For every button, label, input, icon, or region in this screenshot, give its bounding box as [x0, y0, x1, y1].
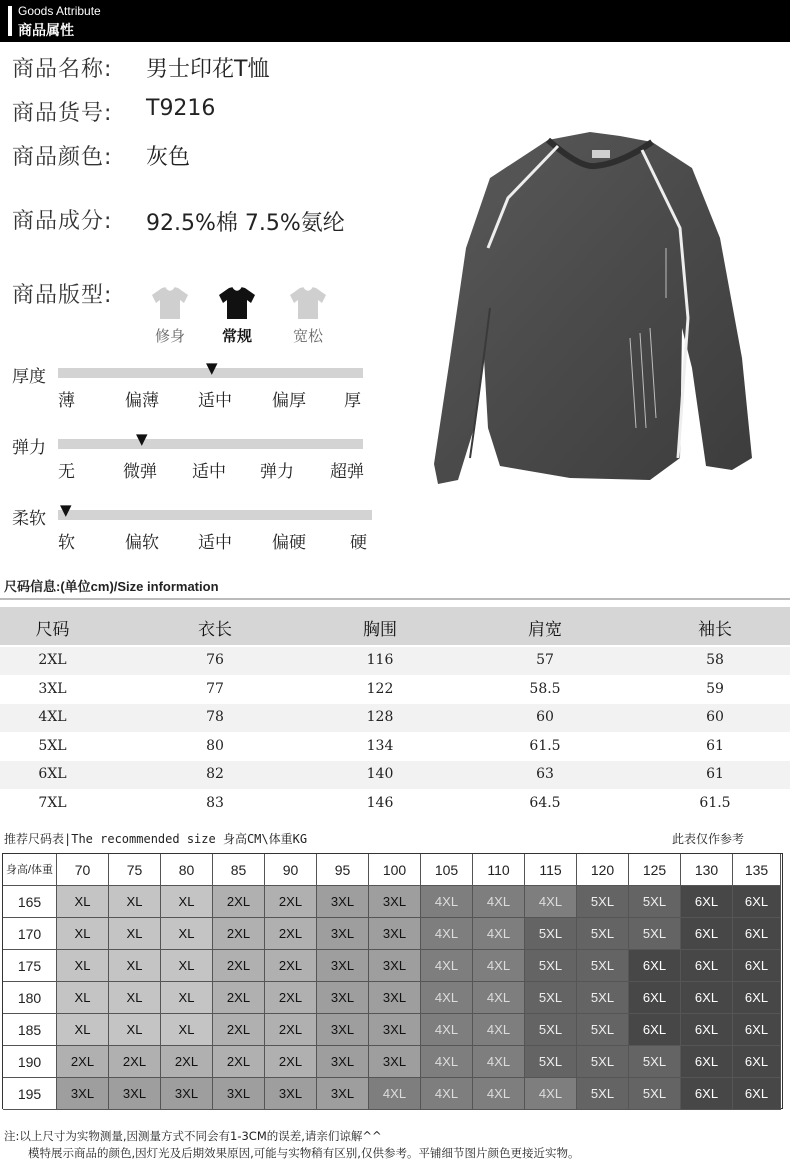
footnote-measurement: 注:以上尺寸为实物测量,因测量方式不同会有1-3CM的误差,请亲们谅解^^: [4, 1129, 382, 1143]
grid-size-cell: 6XL: [733, 918, 781, 950]
grid-weight-header: 135: [733, 854, 781, 886]
grid-size-cell: 5XL: [577, 886, 629, 918]
grid-size-cell: 3XL: [317, 1078, 369, 1110]
size-table-header: [0, 607, 790, 645]
grid-size-cell: XL: [57, 1014, 109, 1046]
grid-size-cell: 2XL: [213, 886, 265, 918]
grid-size-cell: 6XL: [629, 982, 681, 1014]
grid-size-cell: 5XL: [577, 1046, 629, 1078]
size-table-cell: 61.5: [529, 737, 561, 754]
grid-size-cell: XL: [109, 1014, 161, 1046]
grid-size-cell: XL: [57, 950, 109, 982]
attr-sku-label: 商品货号:: [12, 101, 113, 126]
grid-height-header: 165: [3, 886, 57, 918]
grid-size-cell: 2XL: [213, 1014, 265, 1046]
scale-option: 适中: [198, 391, 232, 411]
attr-name-value: 男士印花T恤: [146, 57, 270, 82]
size-header-cell: 衣长: [198, 620, 232, 640]
shirt-icon: [150, 285, 190, 321]
grid-weight-header: 75: [109, 854, 161, 886]
grid-weight-header: 85: [213, 854, 265, 886]
grid-size-cell: 6XL: [681, 982, 733, 1014]
grid-height-header: 180: [3, 982, 57, 1014]
size-table-cell: 59: [706, 680, 724, 697]
grid-size-cell: 5XL: [525, 1046, 577, 1078]
scale-option: 超弹: [330, 462, 364, 482]
grid-weight-header: 105: [421, 854, 473, 886]
grid-size-cell: 4XL: [421, 918, 473, 950]
fit-option-label: 修身: [154, 327, 185, 345]
grid-size-cell: 2XL: [57, 1046, 109, 1078]
grid-size-cell: 3XL: [265, 1078, 317, 1110]
size-table-cell: 3XL: [38, 680, 67, 697]
size-table-cell: 61.5: [699, 794, 731, 811]
attr-sku-value: T9216: [146, 96, 216, 121]
size-table-cell: 146: [366, 794, 394, 811]
grid-size-cell: 2XL: [213, 1046, 265, 1078]
size-table-row: [0, 704, 790, 732]
fit-option: [215, 285, 259, 345]
grid-size-cell: 2XL: [109, 1046, 161, 1078]
grid-size-cell: 3XL: [317, 1014, 369, 1046]
grid-weight-header: 130: [681, 854, 733, 886]
grid-size-cell: 5XL: [629, 1046, 681, 1078]
size-table-row: [0, 647, 790, 675]
grid-size-cell: 5XL: [525, 1014, 577, 1046]
grid-size-cell: 2XL: [213, 918, 265, 950]
size-table-cell: 60: [706, 709, 724, 725]
grid-size-cell: 6XL: [733, 1046, 781, 1078]
scale-option: 弹力: [260, 462, 294, 482]
grid-size-cell: 3XL: [317, 886, 369, 918]
grid-size-cell: 2XL: [213, 982, 265, 1014]
size-table-cell: 64.5: [529, 794, 561, 811]
size-table-cell: 5XL: [38, 737, 67, 754]
grid-height-header: 190: [3, 1046, 57, 1078]
grid-size-cell: 5XL: [525, 982, 577, 1014]
grid-size-cell: 6XL: [629, 950, 681, 982]
grid-weight-header: 115: [525, 854, 577, 886]
grid-size-cell: 2XL: [265, 886, 317, 918]
grid-size-cell: 4XL: [421, 950, 473, 982]
header-title-en: Goods Attribute: [18, 4, 101, 18]
grid-size-cell: XL: [161, 886, 213, 918]
size-table-cell: 122: [366, 680, 394, 697]
grid-size-cell: 3XL: [369, 1046, 421, 1078]
fit-option: [286, 285, 330, 345]
scale-option: 偏厚: [272, 391, 306, 411]
grid-size-cell: 2XL: [265, 1014, 317, 1046]
product-image: [430, 128, 760, 500]
size-header-cell: 袖长: [698, 620, 732, 640]
grid-weight-header: 100: [369, 854, 421, 886]
grid-size-cell: 3XL: [369, 1014, 421, 1046]
grid-weight-header: 125: [629, 854, 681, 886]
grid-corner-cell: 身高/体重: [3, 854, 57, 886]
size-info-divider: [0, 598, 790, 600]
size-table-cell: 80: [206, 737, 224, 754]
size-info-title: 尺码信息:(单位cm)/Size information: [4, 579, 219, 594]
scale-marker-icon: ▼: [136, 430, 148, 448]
scale-label: 厚度: [12, 367, 46, 387]
size-table-cell: 83: [206, 794, 224, 811]
size-table-cell: 58.5: [529, 680, 561, 697]
grid-height-header: 170: [3, 918, 57, 950]
grid-size-cell: XL: [57, 982, 109, 1014]
grid-size-cell: XL: [109, 886, 161, 918]
scale-label: 弹力: [12, 438, 46, 458]
grid-size-cell: 3XL: [109, 1078, 161, 1110]
size-table-cell: 61: [706, 766, 724, 782]
grid-size-cell: 2XL: [213, 950, 265, 982]
grid-size-cell: 6XL: [733, 1078, 781, 1110]
grid-size-cell: 4XL: [473, 1014, 525, 1046]
size-table-row: [0, 676, 790, 704]
recommend-size-grid: [2, 853, 783, 1109]
grid-size-cell: 3XL: [213, 1078, 265, 1110]
scale-marker-icon: ▼: [60, 501, 72, 519]
grid-size-cell: 5XL: [525, 950, 577, 982]
fit-label: 商品版型:: [12, 283, 113, 308]
grid-size-cell: 6XL: [681, 886, 733, 918]
size-header-cell: 胸围: [363, 620, 397, 640]
grid-size-cell: 5XL: [629, 1078, 681, 1110]
scale-marker-icon: ▼: [206, 359, 218, 377]
size-table-cell: 140: [366, 766, 394, 782]
scale-option: 无: [58, 462, 75, 482]
size-table-cell: 82: [206, 766, 224, 782]
grid-size-cell: 4XL: [525, 1078, 577, 1110]
size-table-cell: 78: [206, 709, 224, 725]
scale-option: 偏硬: [272, 533, 306, 553]
grid-size-cell: 5XL: [525, 918, 577, 950]
grid-size-cell: 2XL: [265, 982, 317, 1014]
size-table-cell: 77: [206, 680, 224, 697]
size-table-row: [0, 761, 790, 789]
grid-size-cell: 6XL: [681, 1046, 733, 1078]
footnote-color: 模特展示商品的颜色,因灯光及后期效果原因,可能与实物稍有区别,仅供参考。平铺细节图片颜色更接近实物。: [28, 1146, 580, 1160]
scale-option: 偏薄: [125, 391, 159, 411]
shirt-icon: [288, 285, 328, 321]
grid-size-cell: 3XL: [317, 918, 369, 950]
size-table-cell: 4XL: [38, 709, 67, 725]
grid-size-cell: 3XL: [57, 1078, 109, 1110]
grid-weight-header: 110: [473, 854, 525, 886]
grid-size-cell: 4XL: [473, 918, 525, 950]
grid-size-cell: XL: [161, 1014, 213, 1046]
size-table-row: [0, 790, 790, 818]
size-table-cell: 63: [536, 766, 554, 782]
grid-size-cell: 2XL: [265, 1046, 317, 1078]
scale-option: 薄: [58, 391, 75, 411]
grid-size-cell: 6XL: [681, 918, 733, 950]
grid-size-cell: XL: [161, 950, 213, 982]
scale-option: 微弹: [123, 462, 157, 482]
grid-height-header: 175: [3, 950, 57, 982]
size-table-cell: 58: [706, 652, 724, 668]
grid-size-cell: 2XL: [161, 1046, 213, 1078]
grid-size-cell: 4XL: [421, 1014, 473, 1046]
grid-size-cell: 3XL: [317, 1046, 369, 1078]
scale-bar: [58, 510, 372, 520]
grid-size-cell: 3XL: [369, 950, 421, 982]
scale-option: 厚: [344, 391, 361, 411]
grid-weight-header: 95: [317, 854, 369, 886]
size-header-cell: 尺码: [35, 620, 70, 640]
grid-size-cell: 5XL: [577, 1014, 629, 1046]
fit-option: [148, 285, 192, 345]
grid-size-cell: 6XL: [733, 1014, 781, 1046]
grid-weight-header: 90: [265, 854, 317, 886]
grid-size-cell: 6XL: [733, 886, 781, 918]
grid-size-cell: 4XL: [421, 1046, 473, 1078]
grid-size-cell: 5XL: [577, 982, 629, 1014]
grid-weight-header: 80: [161, 854, 213, 886]
grid-size-cell: 6XL: [681, 1014, 733, 1046]
grid-size-cell: 6XL: [733, 982, 781, 1014]
size-table-row: [0, 733, 790, 761]
fit-option-label: 宽松: [292, 327, 323, 345]
grid-size-cell: XL: [109, 918, 161, 950]
shirt-icon: [217, 285, 257, 321]
grid-size-cell: 6XL: [733, 950, 781, 982]
grid-size-cell: XL: [161, 982, 213, 1014]
grid-size-cell: XL: [109, 982, 161, 1014]
grid-size-cell: XL: [109, 950, 161, 982]
grid-size-cell: 5XL: [577, 950, 629, 982]
grid-size-cell: 3XL: [369, 918, 421, 950]
attr-name-label: 商品名称:: [12, 57, 113, 82]
grid-size-cell: XL: [161, 918, 213, 950]
scale-option: 适中: [198, 533, 232, 553]
size-table-cell: 76: [206, 652, 224, 668]
grid-height-header: 195: [3, 1078, 57, 1110]
grid-size-cell: 5XL: [629, 918, 681, 950]
grid-size-cell: 2XL: [265, 918, 317, 950]
grid-size-cell: 4XL: [421, 1078, 473, 1110]
grid-weight-header: 120: [577, 854, 629, 886]
tshirt-icon: [430, 128, 760, 500]
section-header: [0, 0, 790, 42]
grid-size-cell: 6XL: [681, 1078, 733, 1110]
grid-size-cell: 5XL: [577, 918, 629, 950]
grid-size-cell: 2XL: [265, 950, 317, 982]
size-table-cell: 2XL: [38, 652, 67, 668]
scale-option: 硬: [350, 533, 367, 553]
size-table-cell: 116: [366, 652, 394, 668]
size-table-cell: 61: [706, 737, 724, 754]
scale-option: 偏软: [125, 533, 159, 553]
grid-weight-header: 70: [57, 854, 109, 886]
recommend-note: 此表仅作参考: [672, 832, 745, 846]
grid-size-cell: 3XL: [317, 982, 369, 1014]
grid-height-header: 185: [3, 1014, 57, 1046]
grid-size-cell: 5XL: [629, 886, 681, 918]
size-table-cell: 57: [536, 652, 554, 668]
grid-size-cell: 4XL: [473, 950, 525, 982]
grid-size-cell: 3XL: [317, 950, 369, 982]
attr-color-value: 灰色: [146, 145, 191, 170]
scale-label: 柔软: [12, 509, 46, 529]
grid-size-cell: 6XL: [629, 1014, 681, 1046]
scale-bar: [58, 439, 363, 449]
grid-size-cell: 4XL: [473, 982, 525, 1014]
header-title-cn: 商品属性: [18, 23, 74, 39]
grid-size-cell: 3XL: [369, 982, 421, 1014]
grid-size-cell: 4XL: [421, 886, 473, 918]
attr-color-label: 商品颜色:: [12, 145, 113, 170]
header-accent-bar: [8, 6, 12, 36]
grid-size-cell: 4XL: [369, 1078, 421, 1110]
grid-size-cell: 4XL: [421, 982, 473, 1014]
size-table-cell: 134: [366, 737, 394, 754]
grid-size-cell: 3XL: [369, 886, 421, 918]
recommend-title: 推荐尺码表|The recommended size 身高CM\体重KG: [4, 832, 308, 846]
grid-size-cell: 4XL: [473, 1078, 525, 1110]
attr-material-label: 商品成分:: [12, 209, 113, 234]
size-table-cell: 7XL: [38, 794, 67, 811]
grid-size-cell: 3XL: [161, 1078, 213, 1110]
size-table-cell: 128: [366, 709, 394, 725]
attr-material-value: 92.5%棉 7.5%氨纶: [146, 211, 345, 236]
grid-size-cell: XL: [57, 918, 109, 950]
scale-option: 适中: [192, 462, 226, 482]
size-header-cell: 肩宽: [528, 620, 562, 640]
grid-size-cell: 6XL: [681, 950, 733, 982]
grid-size-cell: 4XL: [473, 886, 525, 918]
grid-size-cell: 4XL: [473, 1046, 525, 1078]
grid-size-cell: 4XL: [525, 886, 577, 918]
scale-option: 软: [58, 533, 75, 553]
size-table-cell: 6XL: [38, 766, 67, 782]
size-table-cell: 60: [536, 709, 554, 725]
grid-size-cell: 5XL: [577, 1078, 629, 1110]
fit-option-label: 常规: [221, 327, 252, 345]
grid-size-cell: XL: [57, 886, 109, 918]
